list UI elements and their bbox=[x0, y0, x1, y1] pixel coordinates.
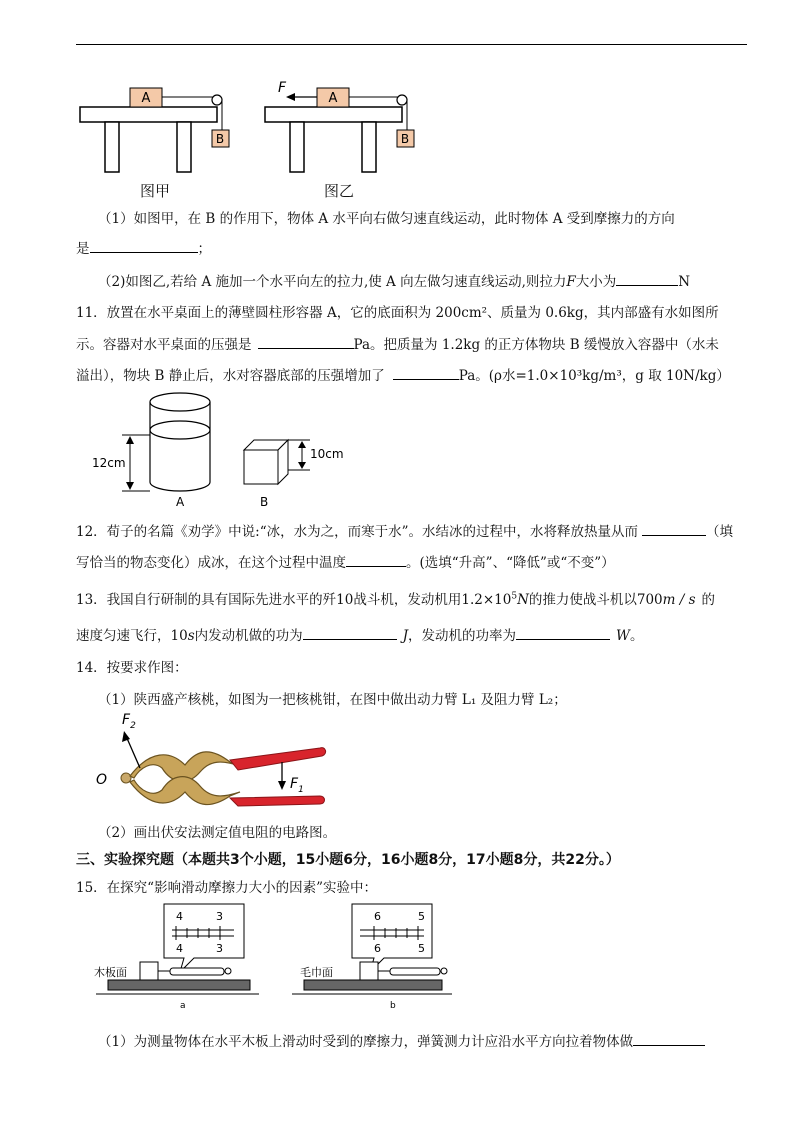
q12-line2: 写恰当的物态变化）成冰，在这个过程中温度 。(选填“升高”、“降低”或“不变”） bbox=[76, 555, 615, 571]
cube-10cm-label: 10cm bbox=[310, 447, 344, 461]
q14-title: 14．按要求作图： bbox=[76, 660, 188, 676]
caption-jia: 图甲 bbox=[140, 182, 171, 200]
force-f2-label: $F_2$ bbox=[122, 712, 136, 731]
q11-line3: 溢出），物块 B 静止后，水对容器底部的压强增加了 Pa。(ρ水=1.0×10³kg/m³，g 取 10N/kg） bbox=[76, 368, 730, 384]
scale-a-n2: 3 bbox=[216, 910, 223, 923]
scale-b-n1: 6 bbox=[374, 910, 381, 923]
scale-a-n3: 4 bbox=[176, 942, 183, 955]
experiment-a bbox=[94, 904, 259, 1011]
scale-b-n4: 5 bbox=[418, 942, 425, 955]
caption-a: a bbox=[180, 1001, 186, 1011]
q10-part1-line1: （1）如图甲，在 B 的作用下，物体 A 水平向右做匀速直线运动，此时物体 A 受到摩擦力的方向 bbox=[98, 211, 675, 227]
scale-b-n3: 6 bbox=[374, 942, 381, 955]
figure-jia bbox=[80, 88, 229, 172]
force-f1-label: $F_1$ bbox=[290, 776, 304, 795]
pivot-o-label: O bbox=[96, 772, 108, 788]
nutcracker-figure bbox=[90, 710, 340, 815]
experiment-b bbox=[292, 904, 452, 1011]
q14-part1: （1）陕西盛产核桃，如图为一把核桃钳，在图中做出动力臂 L₁ 及阻力臂 L₂； bbox=[98, 692, 567, 708]
force-f-label: F bbox=[278, 80, 287, 96]
height-12cm-label: 12cm bbox=[92, 456, 126, 470]
q14-part2: （2）画出伏安法测定值电阻的电路图。 bbox=[98, 825, 337, 841]
q10-part2: （2)如图乙,若给 A 施加一个水平向左的拉力,使 A 向左做匀速直线运动,则拉力F大小为 N bbox=[98, 274, 691, 290]
scale-a-n4: 3 bbox=[216, 942, 223, 955]
block-b-label-2: B bbox=[400, 132, 410, 146]
q13-line2: 速度匀速飞行，10s内发动机做的功为 J，发动机的功率为 W。 bbox=[76, 628, 644, 644]
section-3-heading: 三、实验探究题（本题共3个小题，15小题6分，16小题8分，17小题8分，共22分。） bbox=[76, 852, 620, 868]
table-pulley-figures bbox=[70, 80, 430, 200]
q11-line1: 11．放置在水平桌面上的薄壁圆柱形容器 A，它的底面积为 200cm²、质量为 0.6kg，其内部盛有水如图所 bbox=[76, 305, 719, 321]
q13-line1: 13．我国自行研制的具有国际先进水平的歼10战斗机，发动机用$1.2\times 10^5N$的推力使战斗机以700m / s 的 bbox=[76, 591, 716, 608]
q15-part1: （1）为测量物体在水平木板上滑动时受到的摩擦力，弹簧测力计应沿水平方向拉着物体做 bbox=[98, 1030, 705, 1050]
q10-part1-line2: 是 ； bbox=[76, 241, 211, 257]
figure-yi bbox=[265, 80, 414, 172]
scale-b-n2: 5 bbox=[418, 910, 425, 923]
block-a-label-2: A bbox=[328, 91, 338, 106]
container-and-cube-figure bbox=[86, 390, 356, 515]
block-a-label: A bbox=[141, 91, 151, 106]
block-b-label: B bbox=[215, 132, 225, 146]
q12-line1: 12．荀子的名篇《劝学》中说:“冰，水为之，而寒于水”。水结冰的过程中，水将释放热量从而 （填 bbox=[76, 524, 734, 540]
container-a-label: A bbox=[176, 495, 185, 509]
header-rule bbox=[76, 44, 747, 45]
cube-b-label: B bbox=[260, 495, 269, 509]
q11-line2: 示。容器对水平桌面的压强是 Pa。把质量为 1.2kg 的正方体物块 B 缓慢放入容器中（水未 bbox=[76, 337, 719, 353]
surface-a-label: 木板面 bbox=[94, 966, 127, 979]
q15-line1: 15．在探究“影响滑动摩擦力大小的因素”实验中： bbox=[76, 880, 377, 896]
surface-b-label: 毛巾面 bbox=[300, 966, 333, 979]
scale-a-n1: 4 bbox=[176, 910, 183, 923]
caption-b: b bbox=[390, 1001, 396, 1011]
friction-experiment-figure bbox=[94, 902, 454, 1014]
caption-yi: 图乙 bbox=[324, 182, 355, 200]
